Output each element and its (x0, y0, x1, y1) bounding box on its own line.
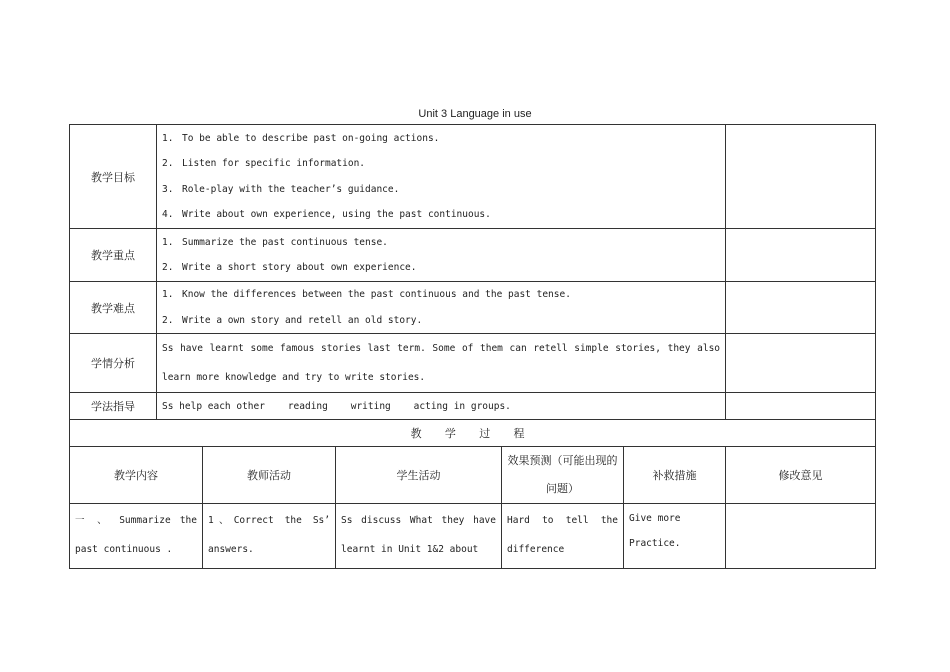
column-header-teacher: 教师活动 (203, 447, 336, 504)
key-points-list (157, 229, 726, 282)
method-row (70, 393, 876, 420)
column-header-effect: 效果预测（可能出现的问题） (502, 447, 624, 504)
list-item: 2. Write a own story and retell an old story. (162, 314, 423, 326)
process-notes-cell (726, 504, 876, 569)
key-points-row (70, 229, 876, 282)
list-item: 1. Know the differences between the past continuous and the past tense. (162, 289, 571, 300)
process-heading: 教 学 过 程 (70, 420, 876, 447)
method-text: Ss help each other reading writing acting in groups. (157, 393, 726, 420)
list-item: 1. To be able to describe past on-going actions. (162, 132, 440, 144)
difficulties-label: 教学难点 (70, 282, 157, 334)
column-header-student: 学生活动 (336, 447, 502, 504)
list-item: 4. Write about own experience, using the past continuous. (162, 209, 491, 220)
objectives-list (157, 125, 726, 229)
difficulties-notes (726, 282, 876, 334)
objectives-row (70, 125, 876, 229)
method-notes (726, 393, 876, 420)
list-item: 2. Write a short story about own experience. (162, 262, 417, 273)
process-student-cell: Ss discuss What they have learnt in Unit 1&2 about (336, 504, 502, 569)
column-header-remedy: 补救措施 (624, 447, 726, 504)
difficulties-row (70, 282, 876, 334)
process-heading-row (70, 420, 876, 447)
column-header-notes: 修改意见 (726, 447, 876, 504)
method-label: 学法指导 (70, 393, 157, 420)
table-row (70, 504, 876, 569)
process-effect-cell: Hard to tell the difference (502, 504, 624, 569)
objectives-label: 教学目标 (70, 125, 157, 229)
list-item: 2. Listen for specific information. (162, 158, 366, 169)
list-item: 3. Role-play with the teacher’s guidance. (162, 183, 400, 195)
key-points-label: 教学重点 (70, 229, 157, 282)
page-title: Unit 3 Language in use (418, 108, 532, 120)
lesson-plan-table (69, 124, 876, 569)
process-content-cell: 一 、 Summarize the past continuous . (70, 504, 203, 569)
analysis-notes (726, 334, 876, 393)
process-remedy-cell: Give more Practice. (624, 504, 726, 569)
analysis-row (70, 334, 876, 393)
objectives-notes (726, 125, 876, 229)
list-item: 1. Summarize the past continuous tense. (162, 236, 388, 248)
process-header-row (70, 447, 876, 504)
analysis-label: 学情分析 (70, 334, 157, 393)
process-teacher-cell: 1、Correct the Ss’ answers. (203, 504, 336, 569)
column-header-content: 教学内容 (70, 447, 203, 504)
key-points-notes (726, 229, 876, 282)
analysis-text: Ss have learnt some famous stories last term. Some of them can retell simple stories, they also learn more knowledge and try to write stories. (157, 334, 726, 393)
difficulties-list (157, 282, 726, 334)
